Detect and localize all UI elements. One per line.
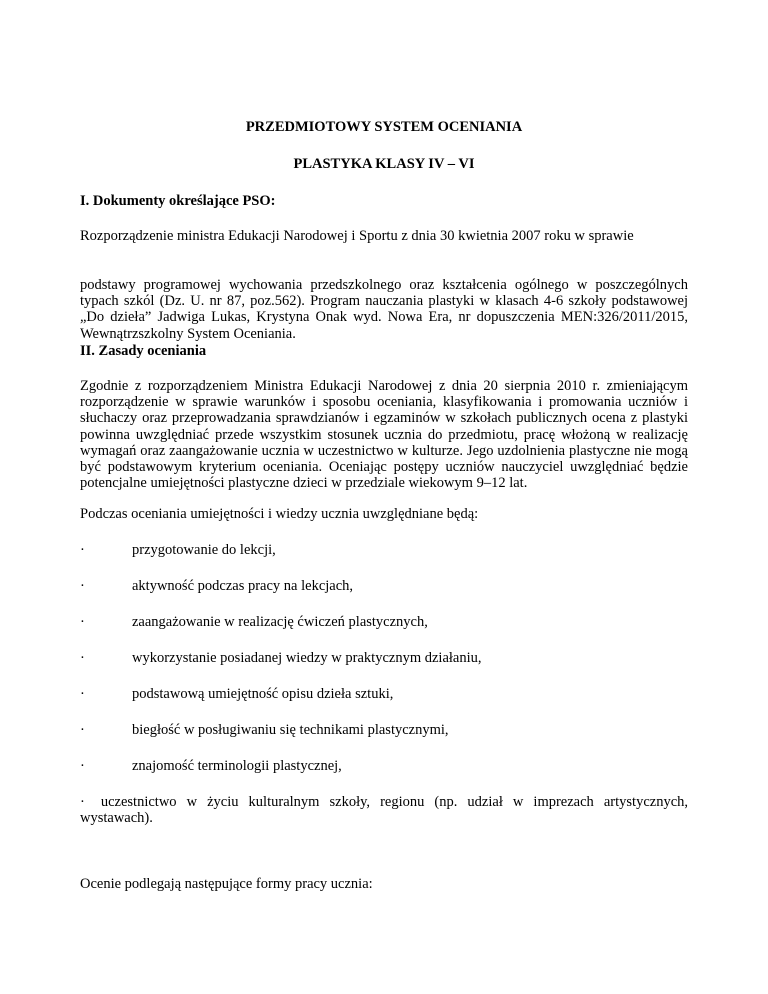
list-item-text: znajomość terminologii plastycznej, (132, 758, 342, 774)
document-subtitle: PLASTYKA KLASY IV – VI (293, 156, 475, 172)
list-item (80, 614, 688, 630)
list-item (80, 686, 688, 702)
list-item-text: podstawową umiejętność opisu dzieła sztuki, (132, 686, 394, 702)
bullet-marker: · (80, 650, 85, 666)
bullet-marker: · (80, 794, 85, 810)
bullet-marker: · (80, 614, 85, 630)
document-title: PRZEDMIOTOWY SYSTEM OCENIANIA (245, 119, 523, 135)
list-item (80, 542, 688, 558)
section-heading-documents: I. Dokumenty określające PSO: (80, 193, 276, 209)
list-item (80, 758, 688, 774)
paragraph-assessment-rules: Zgodnie z rozporządzeniem Ministra Edukacji Narodowej z dnia 20 sierpnia 2010 r. zmieniającym rozporządzenie w sprawie warunków i sposobu oceniania, klasyfikowania i promowania uczniów i słuchaczy oraz przeprowadzania sprawdzianów i egzaminów w szkołach publicznych ocena z plastyki powinna uwzględniać przede wszystkim stosunek ucznia do przedmiotu, pracę włożoną w realizację wymagań oraz zaangażowanie ucznia w uczestnictwo w kulturze. Jego uzdolnienia plastyczne nie mogą być podstawowym kryterium oceniania. Oceniając postępy uczniów nauczyciel uwzględniać będzie potencjalne umiejętności plastyczne dzieci w przedziale wiekowym 9–12 lat. (80, 378, 688, 492)
list-item-text: uczestnictwo w życiu kulturalnym szkoły, regionu (np. udział w imprezach artystycznych, wystawach). (80, 794, 688, 827)
paragraph-regulation: Rozporządzenie ministra Edukacji Narodowej i Sportu z dnia 30 kwietnia 2007 roku w sprawie (80, 228, 634, 244)
list-item-text: zaangażowanie w realizację ćwiczeń plastycznych, (132, 614, 428, 630)
list-item-text: wykorzystanie posiadanej wiedzy w praktycznym działaniu, (132, 650, 482, 666)
section-heading-rules: II. Zasady oceniania (80, 343, 207, 359)
paragraph-assessment-intro: Podczas oceniania umiejętności i wiedzy ucznia uwzględniane będą: (80, 506, 479, 522)
list-item-text: aktywność podczas pracy na lekcjach, (132, 578, 354, 594)
list-item (80, 650, 688, 666)
bullet-marker: · (80, 686, 85, 702)
bullet-marker: · (80, 542, 85, 558)
bullet-marker: · (80, 758, 85, 774)
list-item-text: przygotowanie do lekcji, (132, 542, 276, 558)
list-item (80, 578, 688, 594)
list-item (80, 794, 688, 826)
paragraph-curriculum: podstawy programowej wychowania przedszkolnego oraz kształcenia ogólnego w poszczególnych typach szkól (Dz. U. nr 87, poz.562). Program nauczania plastyki w klasach 4-6 szkoły podstawowej „Do dzieła” Jadwiga Lukas, Krystyna Onak wyd. Nowa Era, nr dopuszczenia MEN:326/2011/2015, Wewnątrzszkolny System Oceniania. (80, 277, 688, 342)
bullet-marker: · (80, 578, 85, 594)
paragraph-work-forms-intro: Ocenie podlegają następujące formy pracy ucznia: (80, 876, 373, 892)
bullet-marker: · (80, 722, 85, 738)
list-item (80, 722, 688, 738)
list-item-text: biegłość w posługiwaniu się technikami plastycznymi, (132, 722, 449, 738)
